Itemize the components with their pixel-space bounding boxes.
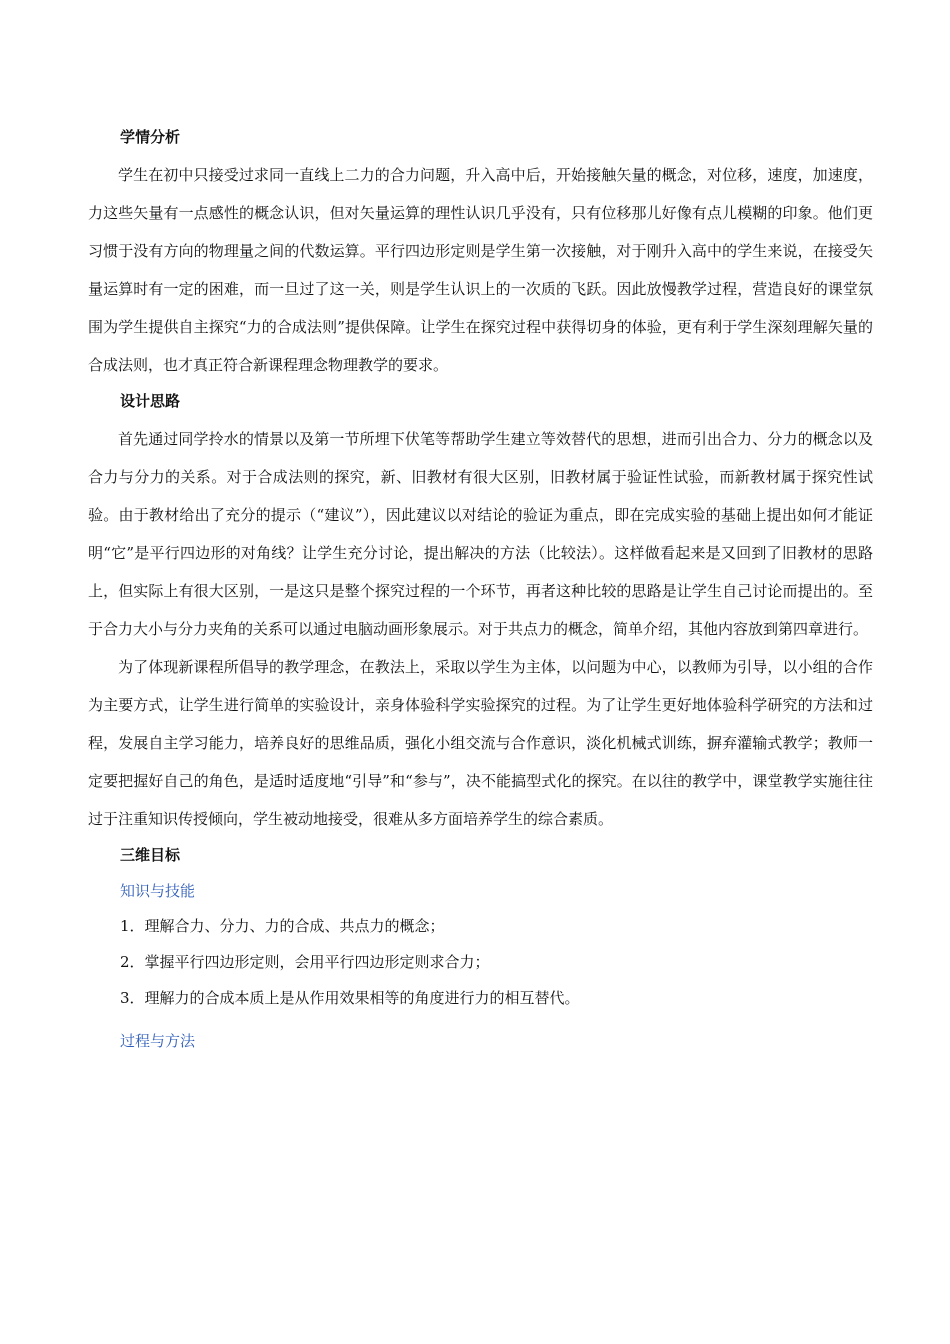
subheading-knowledge-skills: 知识与技能 [120,882,196,900]
design-paragraph-1: 首先通过同学拎水的情景以及第一节所埋下伏笔等帮助学生建立等效替代的思想，进而引出合力、分力的概念以及合力与分力的关系。对于合成法则的探究，新、旧教材有很大区别，旧教材属于验证性试验，而新教材属于探究性试验。由于教材给出了充分的提示（“建议”），因此建议以对结论的验证为重点，即在完成实验的基础上提出如何才能证明“它”是平行四边形的对角线？让学生充分讨论，提出解决的方法（比较法）。这样做看起来是又回到了旧教材的思路上，但实际上有很大区别，一是这只是整个探究过程的一个环节，再者这种比较的思路是让学生自己讨论而提出的。至于合力大小与分力夹角的关系可以通过电脑动画形象展示。对于共点力的概念，简单介绍，其他内容放到第四章进行。 [88,430,873,638]
analysis-paragraph: 学生在初中只接受过求同一直线上二力的合力问题，升入高中后，开始接触矢量的概念，对位移，速度，加速度，力这些矢量有一点感性的概念认识，但对矢量运算的理性认识几乎没有，只有位移那儿好像有点儿模糊的印象。他们更习惯于没有方向的物理量之间的代数运算。平行四边形定则是学生第一次接触，对于刚升入高中的学生来说，在接受矢量运算时有一定的困难，而一旦过了这一关，则是学生认识上的一次质的飞跃。因此放慢教学过程，营造良好的课堂氛围为学生提供自主探究“力的合成法则”提供保障。让学生在探究过程中获得切身的体验，更有利于学生深刻理解矢量的合成法则，也才真正符合新课程理念物理教学的要求。 [88,166,873,374]
section-heading-design: 设计思路 [120,392,181,410]
subheading-process-method: 过程与方法 [120,1032,196,1050]
document-content [88,120,873,1058]
list-item: 2．掌握平行四边形定则，会用平行四边形定则求合力； [120,953,490,971]
section-heading-analysis: 学情分析 [120,128,181,146]
design-paragraph-2: 为了体现新课程所倡导的教学理念，在教法上，采取以学生为主体，以问题为中心，以教师为引导，以小组的合作为主要方式，让学生进行简单的实验设计，亲身体验科学实验探究的过程。为了让学生更好地体验科学研究的方法和过程，发展自主学习能力，培养良好的思维品质，强化小组交流与合作意识，淡化机械式训练，摒弃灌输式教学；教师一定要把握好自己的角色，是适时适度地“引导”和“参与”，决不能搞型式化的探究。在以往的教学中，课堂教学实施往往过于注重知识传授倾向，学生被动地接受，很难从多方面培养学生的综合素质。 [88,658,873,828]
list-item: 3．理解力的合成本质上是从作用效果相等的角度进行力的相互替代。 [120,989,580,1007]
section-heading-goals: 三维目标 [120,846,181,864]
list-item: 1．理解合力、分力、力的合成、共点力的概念； [120,917,445,935]
